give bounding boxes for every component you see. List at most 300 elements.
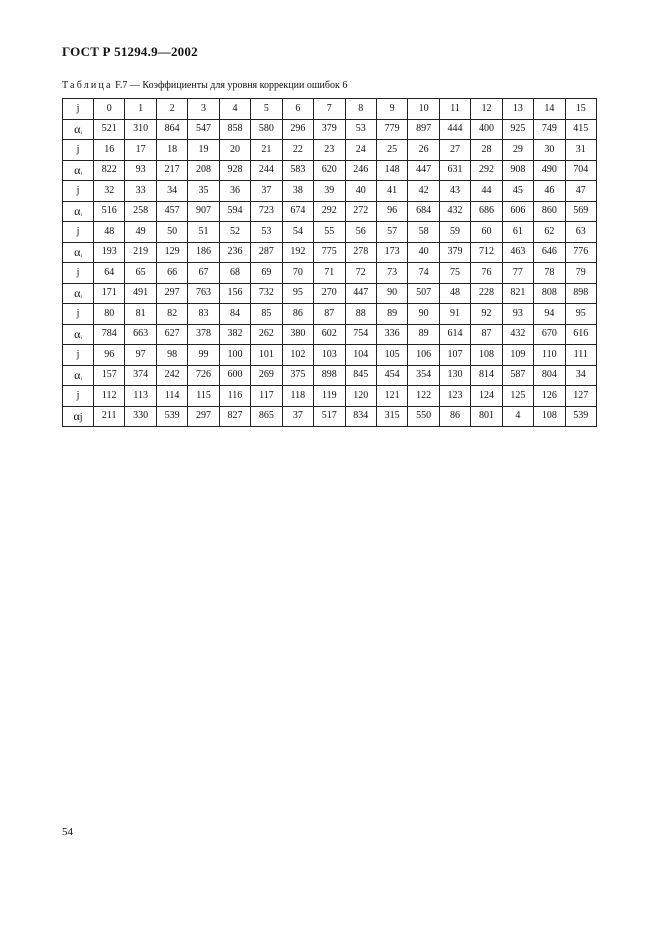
table-cell: 50 — [156, 222, 187, 243]
coefficient-row — [63, 201, 597, 222]
table-cell: 447 — [345, 283, 376, 304]
table-cell: 928 — [219, 160, 250, 181]
table-cell: 61 — [502, 222, 533, 243]
row-label-alpha — [63, 160, 94, 181]
table-cell: 521 — [94, 119, 125, 140]
table-cell: 186 — [188, 242, 219, 263]
row-label-alpha — [63, 324, 94, 345]
table-cell: 52 — [219, 222, 250, 243]
table-cell: 34 — [565, 365, 596, 386]
table-cell: 228 — [471, 283, 502, 304]
table-cell: 43 — [439, 181, 470, 202]
alpha-subscript: i — [80, 253, 82, 259]
table-cell: 104 — [345, 345, 376, 366]
row-label-alpha — [63, 283, 94, 304]
table-cell: 101 — [251, 345, 282, 366]
table-cell: 18 — [156, 140, 187, 161]
table-cell: 594 — [219, 201, 250, 222]
table-cell: 686 — [471, 201, 502, 222]
alpha-symbol: α — [73, 408, 80, 423]
table-cell: 547 — [188, 119, 219, 140]
table-cell: 116 — [219, 386, 250, 407]
table-cell: 148 — [376, 160, 407, 181]
coefficient-row — [63, 406, 597, 427]
table-cell: 102 — [282, 345, 313, 366]
table-cell: 860 — [534, 201, 565, 222]
table-cell: 491 — [125, 283, 156, 304]
row-label-alpha — [63, 119, 94, 140]
table-cell: 32 — [94, 181, 125, 202]
table-cell: 79 — [565, 263, 596, 284]
table-cell: 354 — [408, 365, 439, 386]
table-cell: 126 — [534, 386, 565, 407]
table-cell: 907 — [188, 201, 219, 222]
table-cell: 516 — [94, 201, 125, 222]
table-cell: 31 — [565, 140, 596, 161]
table-cell: 569 — [565, 201, 596, 222]
coefficient-row — [63, 242, 597, 263]
index-row — [63, 181, 597, 202]
table-cell: 292 — [471, 160, 502, 181]
table-cell: 8 — [345, 99, 376, 120]
table-cell: 310 — [125, 119, 156, 140]
table-cell: 129 — [156, 242, 187, 263]
coefficients-table-body — [63, 99, 597, 427]
alpha-subscript: i — [80, 212, 82, 218]
table-cell: 34 — [156, 181, 187, 202]
table-cell: 415 — [565, 119, 596, 140]
table-cell: 44 — [471, 181, 502, 202]
table-cell: 4 — [502, 406, 533, 427]
table-cell: 54 — [282, 222, 313, 243]
table-cell: 375 — [282, 365, 313, 386]
table-cell: 583 — [282, 160, 313, 181]
table-cell: 107 — [439, 345, 470, 366]
table-cell: 845 — [345, 365, 376, 386]
table-cell: 40 — [408, 242, 439, 263]
table-cell: 336 — [376, 324, 407, 345]
table-cell: 674 — [282, 201, 313, 222]
table-cell: 51 — [188, 222, 219, 243]
table-cell: 732 — [251, 283, 282, 304]
table-cell: 49 — [125, 222, 156, 243]
table-cell: 463 — [502, 242, 533, 263]
table-cell: 94 — [534, 304, 565, 325]
alpha-symbol: α — [74, 326, 81, 341]
table-cell: 663 — [125, 324, 156, 345]
table-cell: 37 — [251, 181, 282, 202]
table-cell: 379 — [439, 242, 470, 263]
row-label-j: j — [63, 181, 94, 202]
table-cell: 106 — [408, 345, 439, 366]
coefficient-row — [63, 160, 597, 181]
table-cell: 244 — [251, 160, 282, 181]
table-cell: 804 — [534, 365, 565, 386]
index-row — [63, 304, 597, 325]
index-row — [63, 99, 597, 120]
table-cell: 898 — [314, 365, 345, 386]
table-cell: 11 — [439, 99, 470, 120]
row-label-j: j — [63, 304, 94, 325]
coefficient-row — [63, 283, 597, 304]
table-cell: 66 — [156, 263, 187, 284]
table-cell: 105 — [376, 345, 407, 366]
table-cell: 117 — [251, 386, 282, 407]
table-caption-label: Таблица — [62, 80, 113, 91]
table-cell: 96 — [376, 201, 407, 222]
table-cell: 22 — [282, 140, 313, 161]
table-cell: 124 — [471, 386, 502, 407]
table-cell: 776 — [565, 242, 596, 263]
table-cell: 30 — [534, 140, 565, 161]
table-cell: 17 — [125, 140, 156, 161]
row-label-j: j — [63, 345, 94, 366]
table-cell: 74 — [408, 263, 439, 284]
table-cell: 40 — [345, 181, 376, 202]
table-cell: 88 — [345, 304, 376, 325]
index-row — [63, 140, 597, 161]
table-cell: 272 — [345, 201, 376, 222]
table-cell: 444 — [439, 119, 470, 140]
table-cell: 723 — [251, 201, 282, 222]
index-row — [63, 345, 597, 366]
table-cell: 113 — [125, 386, 156, 407]
table-cell: 119 — [314, 386, 345, 407]
alpha-symbol: α — [74, 121, 81, 136]
table-cell: 24 — [345, 140, 376, 161]
table-cell: 48 — [94, 222, 125, 243]
table-cell: 19 — [188, 140, 219, 161]
table-cell: 93 — [502, 304, 533, 325]
table-cell: 95 — [565, 304, 596, 325]
table-cell: 6 — [282, 99, 313, 120]
table-cell: 646 — [534, 242, 565, 263]
coefficient-row — [63, 324, 597, 345]
table-cell: 580 — [251, 119, 282, 140]
table-cell: 41 — [376, 181, 407, 202]
row-label-j: j — [63, 140, 94, 161]
table-cell: 754 — [345, 324, 376, 345]
table-cell: 69 — [251, 263, 282, 284]
table-cell: 76 — [471, 263, 502, 284]
table-cell: 864 — [156, 119, 187, 140]
table-cell: 57 — [376, 222, 407, 243]
table-cell: 96 — [94, 345, 125, 366]
table-cell: 85 — [251, 304, 282, 325]
table-cell: 297 — [156, 283, 187, 304]
table-cell: 109 — [502, 345, 533, 366]
alpha-subscript: j — [79, 411, 83, 423]
row-label-alpha — [63, 201, 94, 222]
table-cell: 808 — [534, 283, 565, 304]
table-cell: 38 — [282, 181, 313, 202]
table-cell: 35 — [188, 181, 219, 202]
table-cell: 821 — [502, 283, 533, 304]
table-cell: 627 — [156, 324, 187, 345]
table-cell: 114 — [156, 386, 187, 407]
table-cell: 48 — [439, 283, 470, 304]
table-cell: 801 — [471, 406, 502, 427]
table-cell: 12 — [471, 99, 502, 120]
table-cell: 64 — [94, 263, 125, 284]
alpha-subscript: i — [80, 294, 82, 300]
table-cell: 616 — [565, 324, 596, 345]
table-cell: 122 — [408, 386, 439, 407]
table-cell: 296 — [282, 119, 313, 140]
table-cell: 587 — [502, 365, 533, 386]
table-cell: 0 — [94, 99, 125, 120]
table-caption — [62, 80, 347, 91]
table-cell: 297 — [188, 406, 219, 427]
table-cell: 89 — [408, 324, 439, 345]
table-cell: 65 — [125, 263, 156, 284]
table-cell: 749 — [534, 119, 565, 140]
table-cell: 108 — [534, 406, 565, 427]
table-cell: 897 — [408, 119, 439, 140]
table-caption-text: F.7 — Коэффициенты для уровня коррекции ошибок 6 — [112, 80, 348, 91]
table-cell: 47 — [565, 181, 596, 202]
table-cell: 115 — [188, 386, 219, 407]
table-cell: 236 — [219, 242, 250, 263]
table-cell: 814 — [471, 365, 502, 386]
table-cell: 108 — [471, 345, 502, 366]
table-cell: 908 — [502, 160, 533, 181]
row-label-alpha — [63, 406, 94, 427]
table-cell: 58 — [408, 222, 439, 243]
table-cell: 775 — [314, 242, 345, 263]
table-cell: 539 — [565, 406, 596, 427]
table-cell: 432 — [502, 324, 533, 345]
table-cell: 380 — [282, 324, 313, 345]
alpha-symbol: α — [74, 367, 81, 382]
table-cell: 99 — [188, 345, 219, 366]
table-cell: 118 — [282, 386, 313, 407]
table-cell: 614 — [439, 324, 470, 345]
table-cell: 26 — [408, 140, 439, 161]
table-cell: 46 — [534, 181, 565, 202]
table-cell: 382 — [219, 324, 250, 345]
table-cell: 59 — [439, 222, 470, 243]
table-cell: 90 — [376, 283, 407, 304]
table-cell: 72 — [345, 263, 376, 284]
table-cell: 157 — [94, 365, 125, 386]
table-cell: 400 — [471, 119, 502, 140]
table-cell: 123 — [439, 386, 470, 407]
table-cell: 330 — [125, 406, 156, 427]
table-cell: 217 — [156, 160, 187, 181]
table-cell: 80 — [94, 304, 125, 325]
table-cell: 62 — [534, 222, 565, 243]
row-label-j: j — [63, 222, 94, 243]
row-label-j: j — [63, 263, 94, 284]
row-label-alpha — [63, 242, 94, 263]
page-number: 54 — [62, 826, 73, 838]
table-cell: 2 — [156, 99, 187, 120]
table-cell: 606 — [502, 201, 533, 222]
table-cell: 246 — [345, 160, 376, 181]
table-cell: 91 — [439, 304, 470, 325]
alpha-symbol: α — [74, 285, 81, 300]
alpha-subscript: i — [80, 376, 82, 382]
table-cell: 16 — [94, 140, 125, 161]
table-cell: 39 — [314, 181, 345, 202]
table-cell: 704 — [565, 160, 596, 181]
table-cell: 262 — [251, 324, 282, 345]
table-cell: 827 — [219, 406, 250, 427]
table-cell: 278 — [345, 242, 376, 263]
table-cell: 292 — [314, 201, 345, 222]
table-cell: 70 — [282, 263, 313, 284]
table-cell: 95 — [282, 283, 313, 304]
table-cell: 71 — [314, 263, 345, 284]
table-cell: 457 — [156, 201, 187, 222]
table-cell: 600 — [219, 365, 250, 386]
alpha-symbol: α — [74, 162, 81, 177]
table-cell: 193 — [94, 242, 125, 263]
table-cell: 779 — [376, 119, 407, 140]
table-cell: 631 — [439, 160, 470, 181]
alpha-subscript: i — [80, 130, 82, 136]
table-cell: 45 — [502, 181, 533, 202]
index-row — [63, 263, 597, 284]
table-cell: 120 — [345, 386, 376, 407]
table-cell: 110 — [534, 345, 565, 366]
alpha-symbol: α — [74, 244, 81, 259]
table-cell: 86 — [439, 406, 470, 427]
index-row — [63, 386, 597, 407]
table-cell: 378 — [188, 324, 219, 345]
table-cell: 620 — [314, 160, 345, 181]
table-cell: 77 — [502, 263, 533, 284]
table-cell: 60 — [471, 222, 502, 243]
table-cell: 82 — [156, 304, 187, 325]
table-cell: 858 — [219, 119, 250, 140]
table-cell: 5 — [251, 99, 282, 120]
table-cell: 287 — [251, 242, 282, 263]
table-cell: 13 — [502, 99, 533, 120]
table-cell: 86 — [282, 304, 313, 325]
alpha-subscript: i — [80, 171, 82, 177]
table-cell: 517 — [314, 406, 345, 427]
table-cell: 726 — [188, 365, 219, 386]
table-cell: 56 — [345, 222, 376, 243]
table-cell: 208 — [188, 160, 219, 181]
row-label-alpha — [63, 365, 94, 386]
document-header: ГОСТ Р 51294.9—2002 — [62, 44, 198, 59]
table-cell: 550 — [408, 406, 439, 427]
table-cell: 83 — [188, 304, 219, 325]
table-cell: 898 — [565, 283, 596, 304]
table-cell: 4 — [219, 99, 250, 120]
table-cell: 73 — [376, 263, 407, 284]
table-cell: 242 — [156, 365, 187, 386]
table-cell: 834 — [345, 406, 376, 427]
table-cell: 173 — [376, 242, 407, 263]
table-cell: 75 — [439, 263, 470, 284]
table-cell: 130 — [439, 365, 470, 386]
table-cell: 379 — [314, 119, 345, 140]
alpha-symbol: α — [74, 203, 81, 218]
table-cell: 100 — [219, 345, 250, 366]
table-cell: 21 — [251, 140, 282, 161]
table-cell: 29 — [502, 140, 533, 161]
table-cell: 192 — [282, 242, 313, 263]
table-cell: 92 — [471, 304, 502, 325]
table-cell: 14 — [534, 99, 565, 120]
table-cell: 670 — [534, 324, 565, 345]
table-cell: 121 — [376, 386, 407, 407]
table-cell: 112 — [94, 386, 125, 407]
table-cell: 763 — [188, 283, 219, 304]
table-cell: 269 — [251, 365, 282, 386]
table-cell: 10 — [408, 99, 439, 120]
table-cell: 127 — [565, 386, 596, 407]
table-cell: 20 — [219, 140, 250, 161]
table-cell: 63 — [565, 222, 596, 243]
table-cell: 84 — [219, 304, 250, 325]
table-cell: 89 — [376, 304, 407, 325]
row-label-j: j — [63, 99, 94, 120]
table-cell: 865 — [251, 406, 282, 427]
table-cell: 211 — [94, 406, 125, 427]
coefficient-row — [63, 119, 597, 140]
table-cell: 93 — [125, 160, 156, 181]
table-cell: 315 — [376, 406, 407, 427]
table-cell: 447 — [408, 160, 439, 181]
table-cell: 602 — [314, 324, 345, 345]
table-cell: 784 — [94, 324, 125, 345]
table-cell: 507 — [408, 283, 439, 304]
coefficients-table — [62, 98, 597, 427]
alpha-subscript: i — [80, 335, 82, 341]
table-cell: 36 — [219, 181, 250, 202]
table-cell: 125 — [502, 386, 533, 407]
table-cell: 15 — [565, 99, 596, 120]
table-cell: 28 — [471, 140, 502, 161]
table-cell: 87 — [471, 324, 502, 345]
table-cell: 27 — [439, 140, 470, 161]
table-cell: 33 — [125, 181, 156, 202]
table-cell: 90 — [408, 304, 439, 325]
table-cell: 454 — [376, 365, 407, 386]
table-cell: 822 — [94, 160, 125, 181]
table-cell: 156 — [219, 283, 250, 304]
table-cell: 53 — [251, 222, 282, 243]
table-cell: 25 — [376, 140, 407, 161]
table-cell: 684 — [408, 201, 439, 222]
table-cell: 925 — [502, 119, 533, 140]
table-cell: 171 — [94, 283, 125, 304]
table-cell: 37 — [282, 406, 313, 427]
index-row — [63, 222, 597, 243]
table-cell: 42 — [408, 181, 439, 202]
table-cell: 97 — [125, 345, 156, 366]
table-cell: 67 — [188, 263, 219, 284]
table-cell: 98 — [156, 345, 187, 366]
table-cell: 55 — [314, 222, 345, 243]
table-cell: 539 — [156, 406, 187, 427]
table-cell: 490 — [534, 160, 565, 181]
table-cell: 270 — [314, 283, 345, 304]
row-label-j: j — [63, 386, 94, 407]
table-cell: 258 — [125, 201, 156, 222]
table-cell: 432 — [439, 201, 470, 222]
table-cell: 23 — [314, 140, 345, 161]
table-cell: 3 — [188, 99, 219, 120]
table-cell: 712 — [471, 242, 502, 263]
table-cell: 53 — [345, 119, 376, 140]
table-cell: 78 — [534, 263, 565, 284]
